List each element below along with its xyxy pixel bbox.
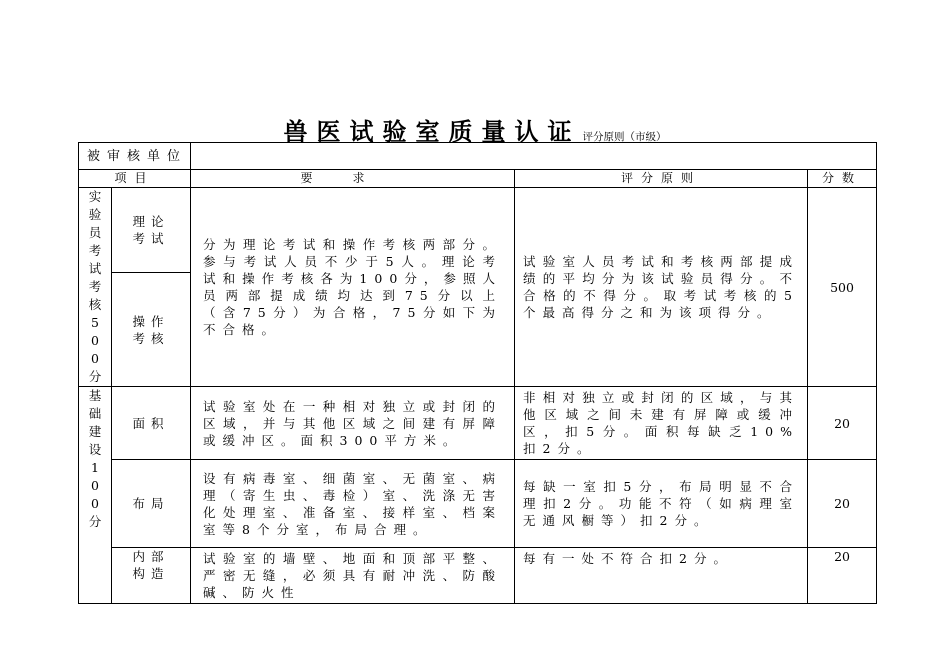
- header-item: 项目: [79, 170, 191, 188]
- criteria-cell: 每有一处不符合扣2分。: [515, 548, 808, 604]
- table-row: [79, 387, 877, 460]
- criteria-cell: 每缺一室扣5分，布局明显不合理扣2分。功能不符（如病理室无通风橱等）扣2分。: [515, 460, 808, 548]
- header-requirement: 要求: [191, 170, 515, 188]
- requirement-cell: 试验室处在一种相对独立或封闭的区域，并与其他区域之间建有屏障或缓冲区。面积300平方米。: [191, 387, 515, 460]
- category-text: 实验员考试考核500分: [88, 189, 102, 384]
- table-row: [79, 188, 877, 273]
- audited-unit-label: 被审核单位: [79, 143, 191, 170]
- item-name: 内部构造: [132, 549, 170, 581]
- table-row: [79, 460, 877, 548]
- score-cell: 20: [808, 548, 877, 604]
- requirement-cell: 分为理论考试和操作考核两部分。参与考试人员不少于5人。理论考试和操作考核各为100分，参照人员两部提成绩均达到75分以上（含75分）为合格，75分如下为不合格。: [191, 188, 515, 387]
- score-cell: 20: [808, 387, 877, 460]
- item-name: 理论考试: [132, 214, 170, 247]
- document-title: 兽医试验室质量认证: [283, 117, 581, 146]
- table-row: [79, 548, 877, 604]
- table-header-row: [79, 170, 877, 188]
- category-cell: [79, 387, 112, 604]
- category-cell: [79, 188, 112, 387]
- item-cell: [112, 188, 191, 273]
- item-name: 操作考核: [132, 313, 170, 346]
- requirement-cell: 试验室的墙壁、地面和顶部平整、严密无缝，必须具有耐冲洗、防酸碱、防火性: [191, 548, 515, 604]
- criteria-cell: 非相对独立或封闭的区域，与其他区域之间未建有屏障或缓冲区，扣5分。面积每缺乏10%扣2分。: [515, 387, 808, 460]
- item-cell: 面积: [112, 387, 191, 460]
- score-cell: 20: [808, 460, 877, 548]
- header-criteria: 评分原则: [515, 170, 808, 188]
- header-score: 分数: [808, 170, 877, 188]
- item-cell: 布局: [112, 460, 191, 548]
- score-cell: 500: [808, 188, 877, 387]
- item-cell: [112, 273, 191, 387]
- item-cell: [112, 548, 191, 604]
- criteria-cell: 试验室人员考试和考核两部提成绩的平均分为该试验员得分。不合格的不得分。取考试考核的5个最高得分之和为该项得分。: [515, 188, 808, 387]
- audited-unit-value[interactable]: [191, 143, 877, 170]
- category-text: 基础建设100分: [88, 388, 102, 529]
- document-subtitle: 评分原则（市级）: [582, 131, 667, 143]
- audited-unit-row: [79, 143, 877, 170]
- requirement-cell: 设有病毒室、细菌室、无菌室、病理（寄生虫、毒检）室、洗涤无害化处理室、准备室、接样室、档案室等8个分室，布局合理。: [191, 460, 515, 548]
- scoring-table: [78, 142, 877, 604]
